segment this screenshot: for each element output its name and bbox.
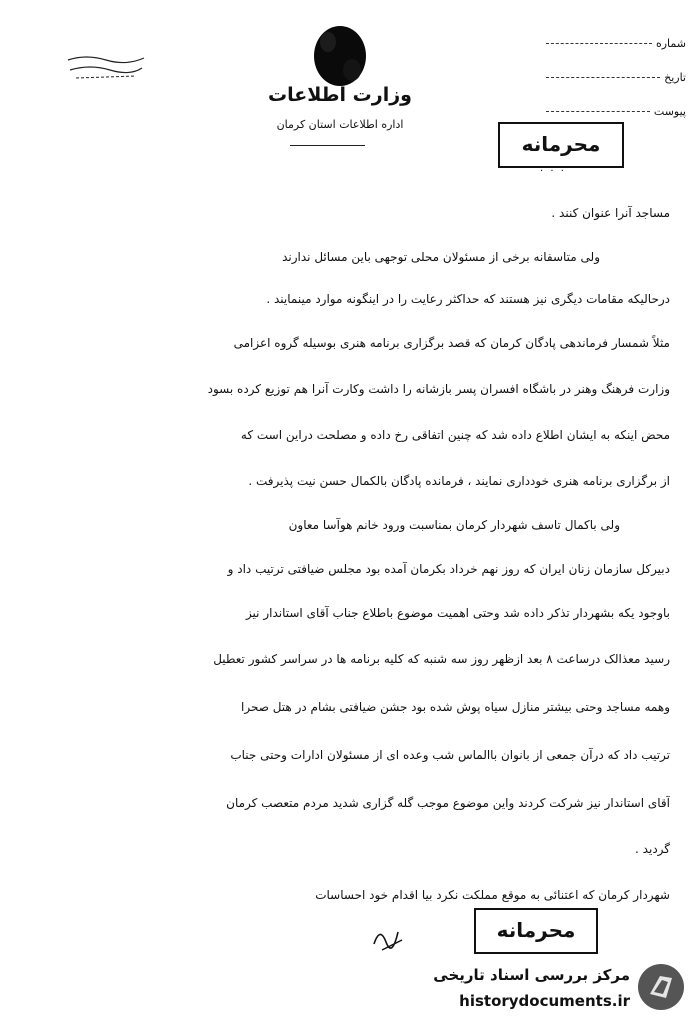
letter-body: [30, 200, 670, 904]
field-date-line: [546, 76, 660, 78]
stamp-dots: · · ·: [540, 166, 566, 177]
body-line: از برگزاری برنامه هنری خودداری نمایند ، فرمانده پادگان بالکمال حسن نیت پذیرفت .: [248, 474, 670, 488]
field-number-line: [546, 42, 652, 44]
margin-scribble: [66, 52, 146, 82]
field-date-label: تاریخ: [664, 70, 686, 84]
body-line: درحالیکه مقامات دیگری نیز هستند که حداکثر رعایت را در اینگونه موارد مینمایند .: [266, 292, 670, 306]
watermark-url: historydocuments.ir: [459, 992, 630, 1010]
field-attachment-line: [546, 110, 650, 112]
redacted-emblem-icon: [310, 22, 370, 92]
body-line: دبیرکل سازمان زنان ایران که روز نهم خرداد بکرمان آمده بود مجلس ضیافتی ترتیب داد و: [227, 562, 670, 576]
body-line: مثلاً شمسار فرماندهی پادگان کرمان که قصد برگزاری برنامه هنری بوسیله گروه اعزامی: [233, 336, 670, 350]
ministry-title: وزارت اطلاعات: [268, 84, 412, 106]
body-line: ولی باکمال تاسف شهردار کرمان بمناسبت ورود خانم هوآسا معاون: [288, 518, 620, 532]
body-line: مساجد آنرا عنوان کنند .: [551, 206, 670, 220]
office-underline: [290, 145, 365, 146]
body-line: وهمه مساجد وحتی بیشتر منازل سیاه پوش شده بود جشن ضیافتی بشام در هتل صحرا: [241, 700, 670, 714]
field-number-label: شماره: [655, 36, 686, 50]
body-line: ولی متاسفانه برخی از مسئولان محلی توجهی باین مسائل ندارند: [282, 250, 600, 264]
confidential-stamp-top: محرمانه: [498, 122, 624, 168]
signature-mark: [368, 922, 408, 954]
field-attachment-label: پیوست: [653, 104, 686, 118]
watermark-title: مرکز بررسی اسناد تاریخی: [433, 966, 630, 984]
office-subtitle: اداره اطلاعات استان کرمان: [276, 118, 404, 131]
body-line: گردید .: [635, 842, 670, 856]
watermark: [412, 962, 692, 1018]
field-date: [546, 60, 686, 94]
header-fields: [546, 26, 686, 128]
archive-logo-icon: [636, 962, 686, 1012]
body-line: محض اینکه به ایشان اطلاع داده شد که چنین اتفاقی رخ داده و مصلحت دراین است که: [240, 428, 670, 442]
body-line: ترتیب داد که درآن جمعی از بانوان باالماس شب وعده ای از مسئولان ادارات وحتی جناب: [230, 748, 670, 762]
field-number: [546, 26, 686, 60]
body-line: رسید معذالک درساعت ۸ بعد ازظهر روز سه شنبه که کلیه برنامه ها در سراسر کشور تعطیل: [213, 652, 670, 666]
body-line: باوجود یکه بشهردار تذکر داده شد وحتی اهمیت موضوع باطلاع جناب آقای استاندار نیز: [245, 606, 670, 620]
body-line: آقای استاندار نیز شرکت کردند واین موضوع موجب گله گزاری شدید مردم متعصب کرمان: [226, 796, 670, 810]
body-line: وزارت فرهنگ وهنر در باشگاه افسران پسر بازشانه را داشت وکارت آنرا هم توزیع کرده بسود: [207, 382, 670, 396]
body-line: شهردار کرمان که اعتنائی به موقع مملکت نکرد بیا اقدام خود احساسات: [315, 888, 670, 902]
confidential-stamp-bottom: محرمانه: [474, 908, 598, 954]
